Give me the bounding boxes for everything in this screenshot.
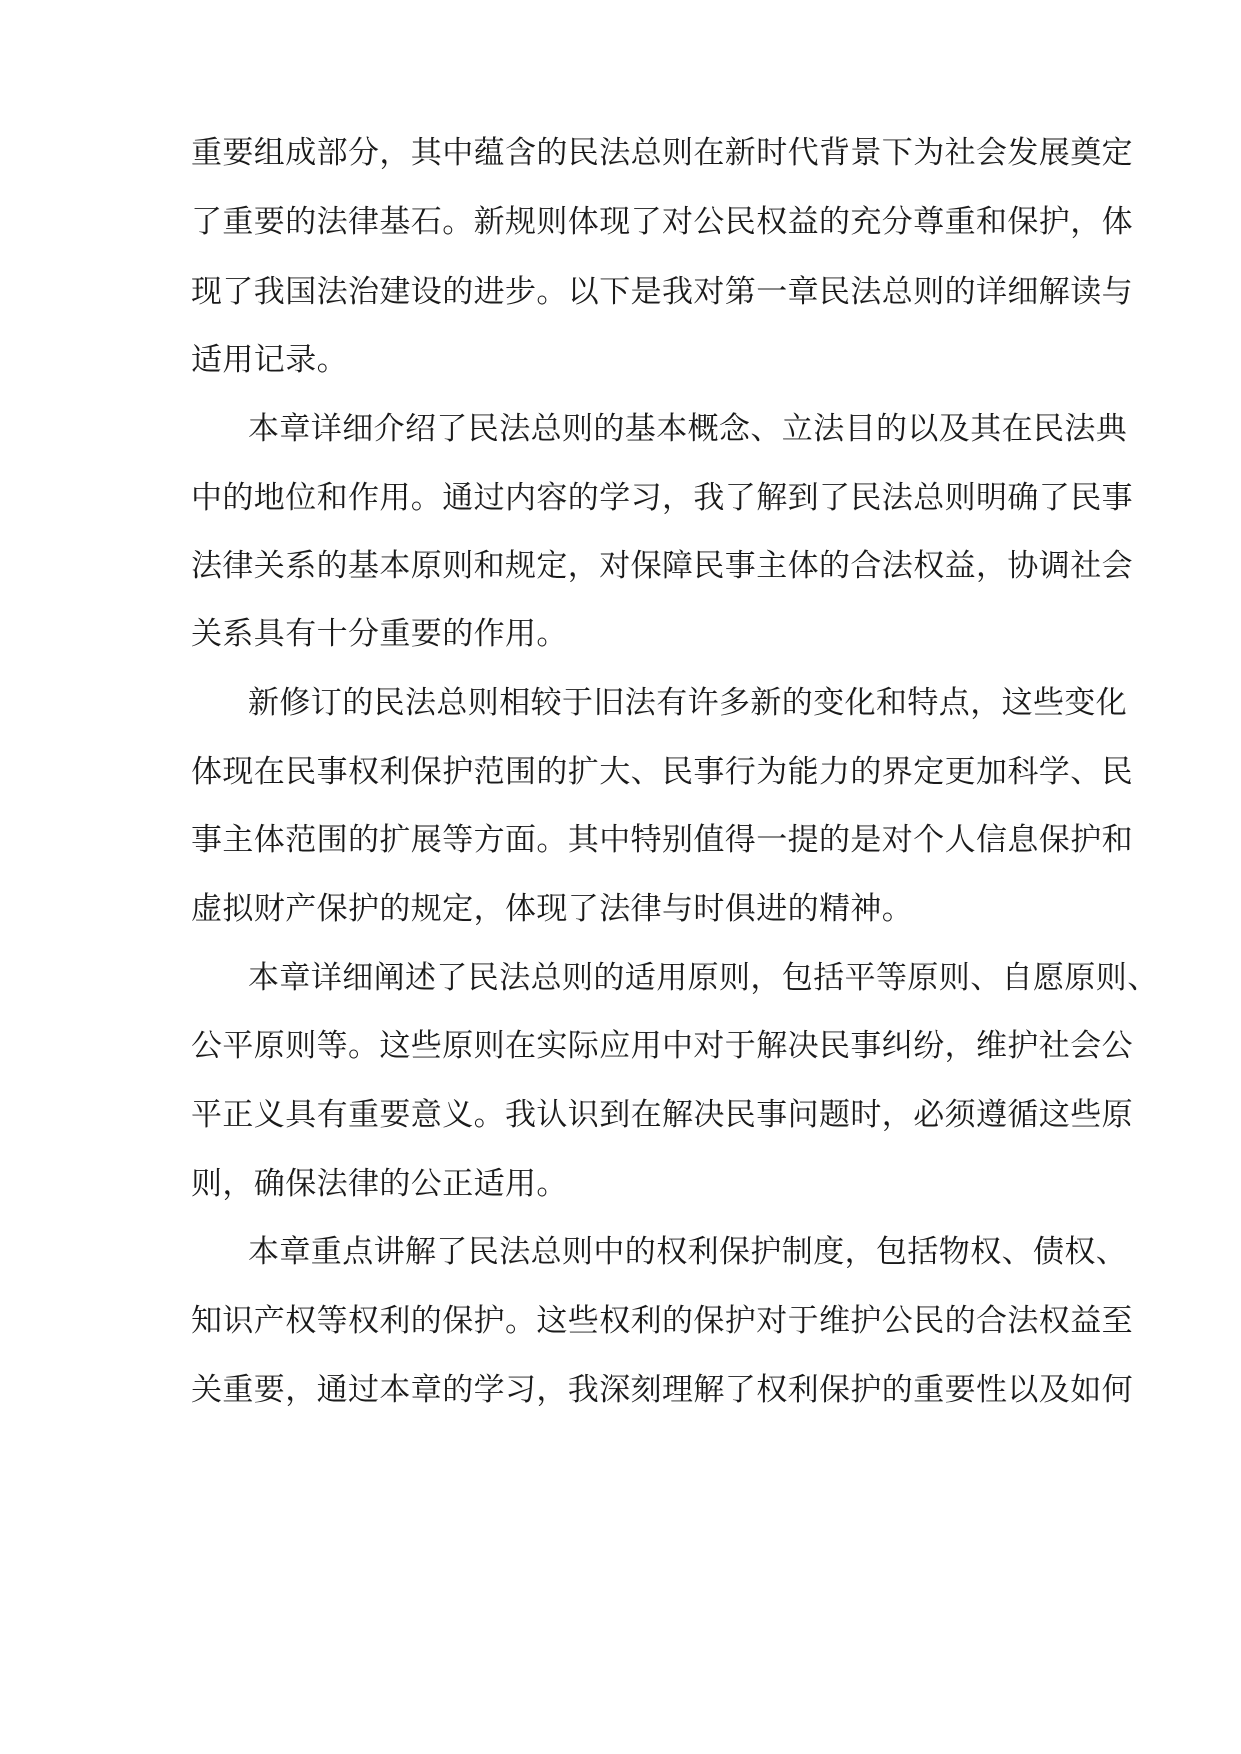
paragraph-5-line-3: 关重要，通过本章的学习，我深刻理解了权利保护的重要性以及如何 [191,1372,1133,1408]
paragraph-3-line-3: 事主体范围的扩展等方面。其中特别值得一提的是对个人信息保护和 [191,822,1133,858]
paragraph-3-line-1: 新修订的民法总则相较于旧法有许多新的变化和特点，这些变化 [248,685,1128,721]
paragraph-2-line-1: 本章详细介绍了民法总则的基本概念、立法目的以及其在民法典 [248,411,1128,447]
paragraph-5-line-2: 知识产权等权利的保护。这些权利的保护对于维护公民的合法权益至 [191,1303,1133,1339]
paragraph-1-line-4: 适用记录。 [191,342,348,378]
paragraph-4-line-2: 公平原则等。这些原则在实际应用中对于解决民事纠纷，维护社会公 [191,1028,1133,1064]
paragraph-4-line-4: 则，确保法律的公正适用。 [191,1166,568,1202]
paragraph-4-line-1: 本章详细阐述了民法总则的适用原则，包括平等原则、自愿原则、 [248,960,1159,996]
paragraph-4-line-3: 平正义具有重要意义。我认识到在解决民事问题时，必须遵循这些原 [191,1097,1133,1133]
paragraph-2-line-2: 中的地位和作用。通过内容的学习，我了解到了民法总则明确了民事 [191,480,1133,516]
paragraph-2-line-3: 法律关系的基本原则和规定，对保障民事主体的合法权益，协调社会 [191,548,1133,584]
paragraph-3-line-2: 体现在民事权利保护范围的扩大、民事行为能力的界定更加科学、民 [191,754,1133,790]
paragraph-1-line-3: 现了我国法治建设的进步。以下是我对第一章民法总则的详细解读与 [191,274,1133,310]
paragraph-2-line-4: 关系具有十分重要的作用。 [191,616,568,652]
paragraph-1-line-2: 了重要的法律基石。新规则体现了对公民权益的充分尊重和保护，体 [191,204,1133,240]
paragraph-3-line-4: 虚拟财产保护的规定，体现了法律与时俱进的精神。 [191,891,914,927]
paragraph-1-line-1: 重要组成部分，其中蕴含的民法总则在新时代背景下为社会发展奠定 [191,135,1133,171]
paragraph-5-line-1: 本章重点讲解了民法总则中的权利保护制度，包括物权、债权、 [248,1234,1128,1270]
